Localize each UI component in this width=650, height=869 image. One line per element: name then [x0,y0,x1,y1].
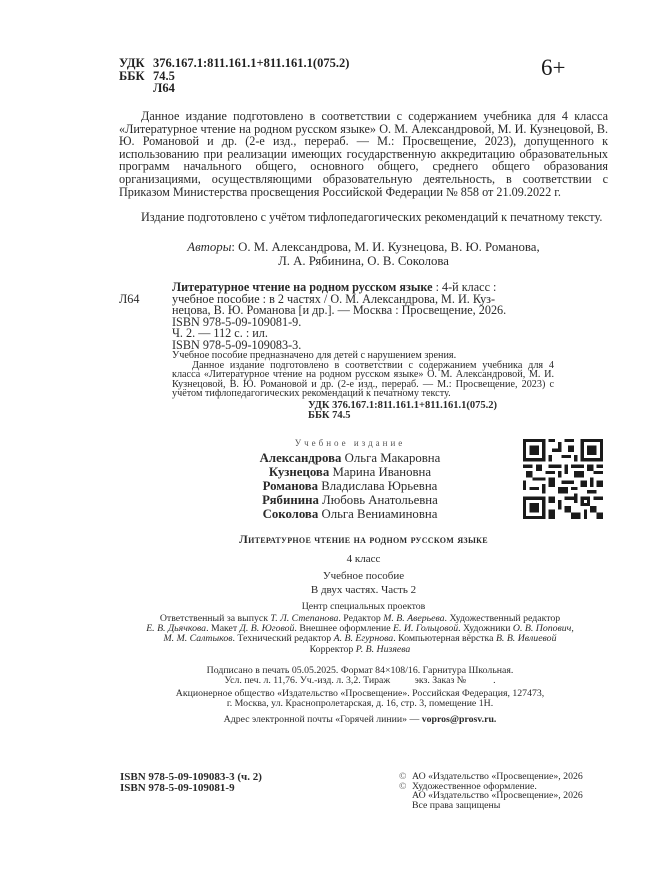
copyright-text: АО «Издательство «Просвещение», 2026 [412,790,583,802]
card-title: Литературное чтение на родном русском языке [172,280,433,294]
bbk-value: 74.5 [153,68,175,83]
authors-label: Авторы [187,240,232,254]
edition-label: Учебное издание [294,438,406,448]
staff-line-4 [100,645,620,655]
intro-paragraph-2-text: Издание подготовлено с учётом тифлопедагогических рекомендаций к печатному тексту. [141,210,603,224]
rights-reserved: Все права защищены [412,799,501,811]
book-title: Литературное чтение на родном русском языке [239,533,488,546]
printing-line-2: Усл. печ. л. 11,76. Уч.-изд. л. 3,2. Тираж экз. Заказ № . [224,675,496,687]
card-title-rest: : 4-й класс : [432,280,497,294]
author-given-name: Ольга Вениаминовна [321,507,438,521]
credit-person: М. М. Салтыков [163,633,233,645]
intro-paragraph-1 [119,110,608,198]
card-bbk: ББК 74.5 [308,410,351,422]
credit-person: О. В. Попович [512,623,572,635]
intro-paragraph-1-text: Данное издание подготовлено в соответствии с содержанием учебника для 4 класса «Литературное чтение на родном русском языке» О. М. Александровой, М. И. Кузнецовой, В. Ю. Романовой и др. (2-е изд., перераб. — М.: Просвещение, 2023), допущенного к использованию при реализации имеющих государственную аккредитацию образовательных программ начального общего, основного общего, среднего общего образования организациями, осуществляющими образовательную деятельность, в соответствии с Приказом Министерства просвещения Российской Федерации № 858 от 21.09.2022 г. [119,109,608,199]
publishing-center: Центр специальных проектов [301,601,426,612]
card-part: Ч. 2. — 112 с. : ил. [172,326,268,340]
author-name-row [220,507,480,521]
credit-person: Е. И. Гольцовой [393,623,459,635]
credit-person: М. В. Аверьева [383,613,445,624]
author-given-name: Владислава Юрьевна [321,479,438,493]
authors-line-2: Л. А. Рябинина, О. В. Соколова [278,253,449,268]
authors-line-1 [119,241,608,255]
hotline [100,714,620,725]
footer-isbn-set: ISBN 978-5-09-109081-9 [120,781,235,794]
copyright-icon: © [399,771,407,782]
credit-role: . Художественный редактор [444,613,561,624]
publisher-info [100,689,620,710]
author-name-row [220,451,480,465]
author-name-row [220,465,480,479]
printing-info [100,666,620,687]
publisher-line-2: г. Москва, ул. Краснопролетарская, д. 16, стр. 3, помещение 1Н. [226,698,494,710]
book-type: Учебное пособие [322,570,405,582]
credit-person: Д. В. Юговой [239,623,295,635]
card-note-1: Учебное пособие предназначено для детей с нарушением зрения. [172,350,457,361]
credit-role: . Технический редактор [232,633,334,645]
author-given-name: Любовь Анатольевна [322,493,438,507]
udk-row [119,57,349,70]
credit-role: . Макет [206,623,240,635]
author-sign-row [119,82,349,95]
author-given-name: Марина Ивановна [332,465,432,479]
classification-codes [119,57,349,95]
qr-code-icon[interactable] [523,439,603,519]
book-parts: В двух частях. Часть 2 [310,583,417,596]
credit-role: , [571,623,574,635]
footer-isbns [120,772,262,793]
author-surname: Рябинина [262,493,319,507]
udk-label: УДК [119,56,145,70]
bbk-label: ББК [119,68,145,83]
credit-role: . Редактор [338,613,384,624]
card-line-2-text: учебное пособие : в 2 частях / О. М. Александрова, М. И. Куз- [172,291,496,306]
author-names [220,451,480,521]
hotline-label: Адрес электронной почты «Горячей линии» — [223,714,422,725]
card-udk: УДК 376.167.1:811.161.1+811.161.1(075.2) [308,399,498,411]
age-rating: 6+ [541,55,566,80]
author-surname: Соколова [262,507,319,521]
credit-role: Ответственный за выпуск [159,613,271,624]
footer-isbn-part: ISBN 978-5-09-109083-3 (ч. 2) [120,771,262,783]
card-isbn-set: ISBN 978-5-09-109081-9. [172,314,302,329]
credit-role: . Внешнее оформление [294,623,393,635]
copyright-block [399,772,583,810]
credit-person: Т. Л. Степанова [270,613,339,624]
intro-paragraph-2 [119,211,608,224]
copyright-text: АО «Издательство «Просвещение», 2026 [412,771,583,782]
author-name-row [220,493,480,507]
author-surname: Романова [262,479,319,493]
copyright-icon: © [399,780,407,792]
credit-person: Е. В. Дьячкова [146,623,207,635]
author-sign-label [119,82,153,95]
book-kind [119,570,608,597]
author-sign-value: Л64 [153,81,175,95]
card-code: Л64 [119,291,140,306]
credit-role: . Компьютерная вёрстка [393,633,496,645]
catalog-card [119,282,554,422]
author-surname: Александрова [259,451,342,465]
udk-value: 376.167.1:811.161.1+811.161.1(075.2) [153,56,350,70]
credit-role: Корректор [309,643,356,655]
hotline-email[interactable]: vopros@prosv.ru. [421,714,497,725]
card-line-3: нецова, В. Ю. Романова [и др.]. — Москва : Просвещение, 2026. [172,303,507,317]
card-isbn-part: ISBN 978-5-09-109083-3. [172,337,302,352]
credit-person: А. В. Егурнова [333,633,394,645]
authors-block [119,241,608,268]
card-note-2 [119,361,554,399]
staff-credits [100,614,620,655]
copyright-text: Художественное оформление. [412,780,537,792]
credit-person: Р. В. Низяева [355,643,411,655]
publisher-line-1: Акционерное общество «Издательство «Просвещение». Российская Федерация, 127473, [175,688,545,699]
author-given-name: Ольга Макаровна [344,451,441,465]
printing-line-1: Подписано в печать 05.05.2025. Формат 84×108/16. Гарнитура Школьная. [206,665,514,676]
book-grade: 4 класс [346,553,381,565]
credit-role: . Художники [458,623,513,635]
copyright-line-4 [399,801,583,811]
author-name-row [220,479,480,493]
author-surname: Кузнецова [268,465,330,479]
card-note-2-text: Данное издание подготовлено в соответствии с содержанием учебника для 4 класса «Литературное чтение на родном русском языке» О. М. Александровой, М. И. Кузнецовой, В. Ю. Романовой и др. (2-е изд., перераб. — М.: Просвещение, 2023) с учётом тифлопедагогических рекомендаций к печатному тексту. [172,359,554,400]
credit-person: В. В. Ивлиевой [495,633,557,645]
authors-list-1: : О. М. Александрова, М. И. Кузнецова, В. Ю. Романова, [231,240,540,254]
